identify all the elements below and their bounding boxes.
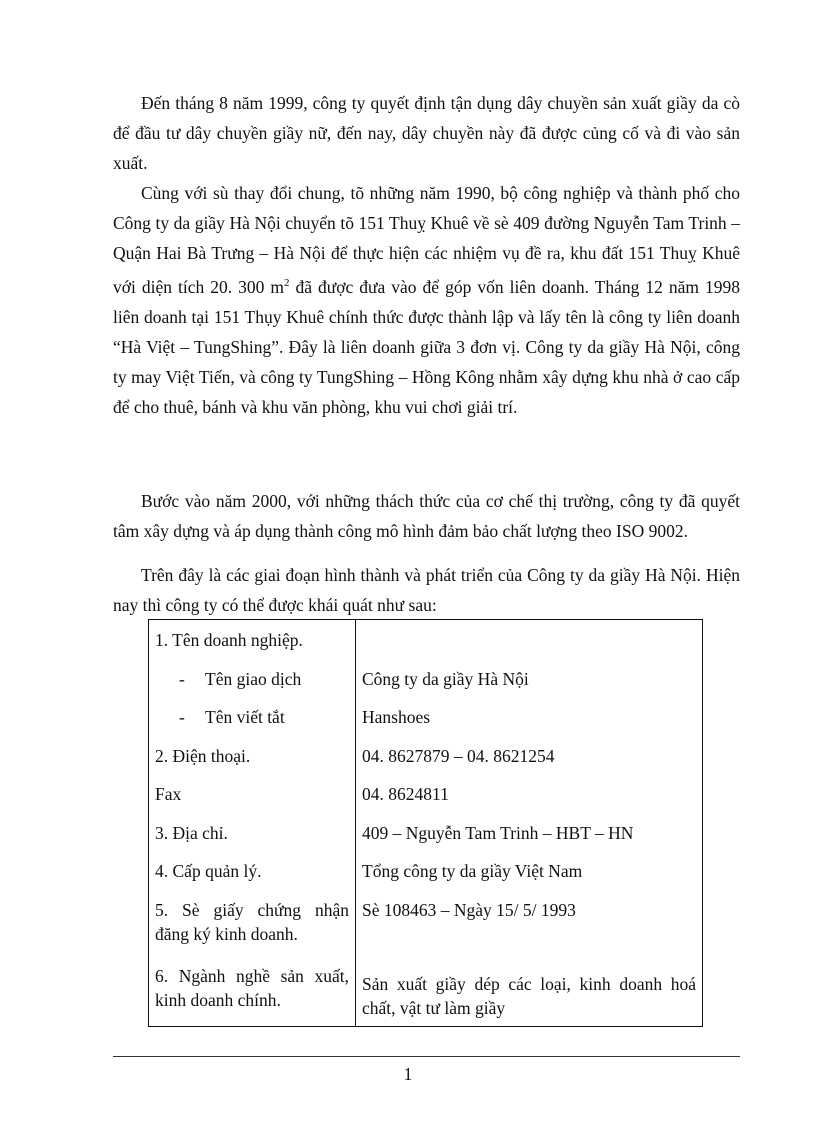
table-cell-label (149, 667, 356, 706)
table-cell-label: 3. Địa chỉ. (149, 821, 356, 860)
table-cell-label: 1. Tên doanh nghiệp. (149, 620, 356, 667)
table-cell-label: 4. Cấp quản lý. (149, 859, 356, 898)
paragraph-2-text-a: Cùng với sù thay đổi chung, tõ những năm 1990, bộ công nghiệp và thành phố cho Công ty da giầy Hà Nội chuyển tõ 151 Thuỵ Khuê về sè 409 đường Nguyễn Tam Trinh – Quận Hai Bà Trưng – Hà Nội để thực hiện các nhiệm vụ đề ra, khu đất 151 Thuỵ Khuê với diện tích 20. 300 m (113, 183, 740, 297)
table-cell-value: Sản xuất giầy dép các loại, kinh doanh hoá chất, vật tư làm giầy (356, 958, 703, 1027)
paragraph-2 (113, 178, 740, 422)
paragraph-1: Đến tháng 8 năm 1999, công ty quyết định tận dụng dây chuyền sản xuất giầy da cò để đầu tư dây chuyền giầy nữ, đến nay, dây chuyền này đã được củng cố và đi vào sản xuất. (113, 93, 740, 173)
table-cell-value: Hanshoes (356, 705, 703, 744)
page-number: 1 (403, 1064, 413, 1084)
table-row (149, 782, 703, 821)
table-cell-value: Công ty da giầy Hà Nội (356, 667, 703, 706)
table-cell-value (356, 620, 703, 667)
table-row (149, 821, 703, 860)
table-cell-value: 04. 8627879 – 04. 8621254 (356, 744, 703, 783)
table-cell-label (149, 705, 356, 744)
company-info-table (148, 619, 703, 1027)
table-row (149, 705, 703, 744)
table-row (149, 620, 703, 667)
table-cell-label-text: Tên viết tắt (205, 707, 285, 727)
table-row (149, 859, 703, 898)
superscript-2: 2 (284, 277, 290, 289)
table-cell-value: Tổng công ty da giầy Việt Nam (356, 859, 703, 898)
table-cell-label: 5. Sè giấy chứng nhận đăng ký kinh doanh. (149, 898, 356, 958)
list-dash: - (179, 668, 185, 689)
table-row (149, 898, 703, 958)
paragraph-4: Trên đây là các giai đoạn hình thành và phát triển của Công ty da giầy Hà Nội. Hiện nay thì công ty có thể được khái quát như sau: (113, 565, 740, 615)
table-cell-label-text: Tên giao dịch (205, 668, 302, 689)
table-row (149, 667, 703, 706)
table-cell-label: 6. Ngành nghề sản xuất, kinh doanh chính. (149, 958, 356, 1027)
table-cell-value: 409 – Nguyễn Tam Trinh – HBT – HN (356, 821, 703, 860)
footer-rule (113, 1056, 740, 1057)
table-cell-label: 2. Điện thoại. (149, 744, 356, 783)
paragraph-3: Bước vào năm 2000, với những thách thức của cơ chế thị trường, công ty đã quyết tâm xây dựng và áp dụng thành công mô hình đảm bảo chất lượng theo ISO 9002. (113, 491, 740, 541)
table-row (149, 744, 703, 783)
table-cell-value: Sè 108463 – Ngày 15/ 5/ 1993 (356, 898, 703, 958)
table-row (149, 958, 703, 1027)
table-cell-label: Fax (149, 782, 356, 821)
list-dash: - (179, 707, 185, 727)
table-cell-value: 04. 8624811 (356, 782, 703, 821)
paragraph-2-text-b: đã được đưa vào để góp vốn liên doanh. Tháng 12 năm 1998 liên doanh tại 151 Thụy Khuê chính thức được thành lập và lấy tên là công ty liên doanh “Hà Việt – TungShing”. Đây là liên doanh giữa 3 đơn vị. Công ty da giầy Hà Nội, công ty may Việt Tiến, và công ty TungShing – Hồng Kông nhằm xây dựng khu nhà ở cao cấp để cho thuê, bánh và khu văn phòng, khu vui chơi giải trí. (113, 276, 740, 417)
